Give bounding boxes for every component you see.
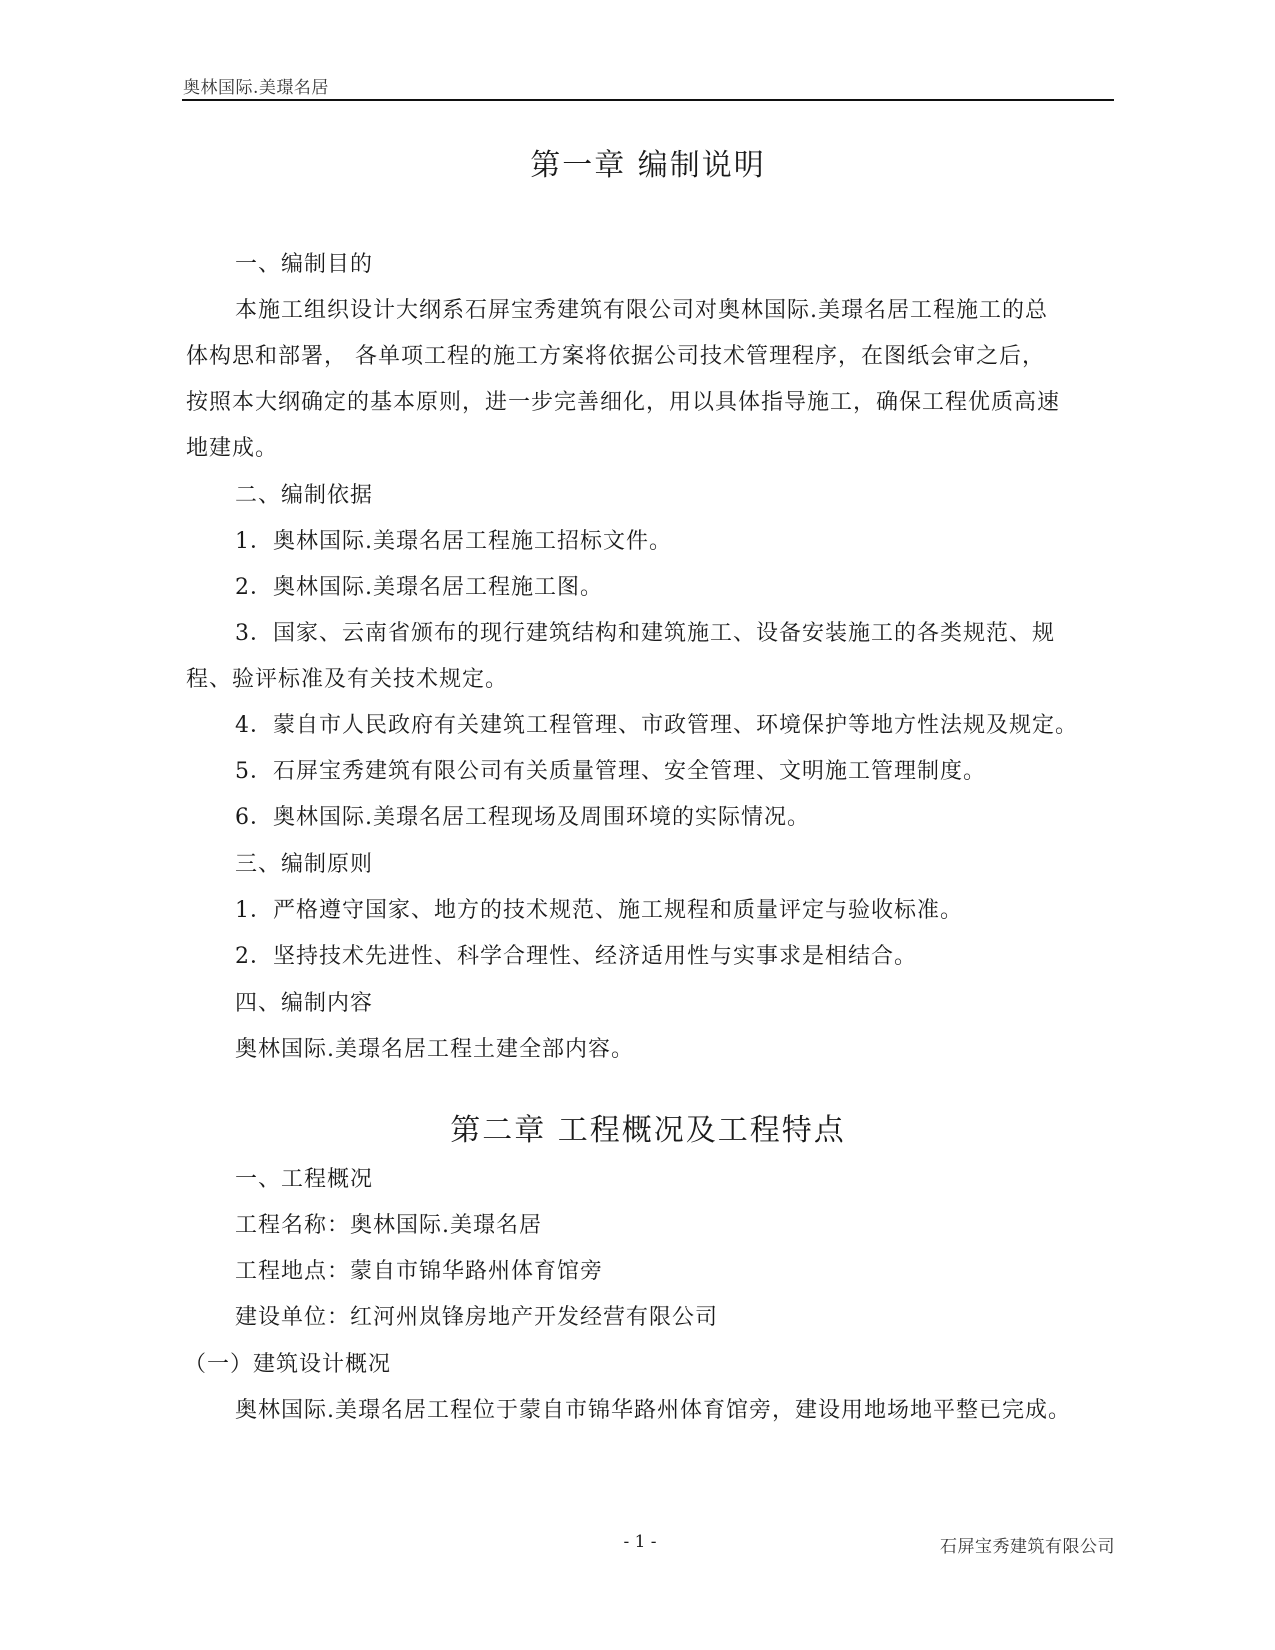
paragraph-line: 奥林国际.美璟名居工程位于蒙自市锦华路州体育馆旁，建设用地场地平整已完成。 [235, 1398, 1071, 1423]
paragraph-line: 地建成。 [186, 436, 279, 461]
chapter-2-title: 第二章 工程概况及工程特点 [450, 1113, 846, 1148]
section-heading-basis: 二、编制依据 [235, 483, 374, 508]
section-heading-principles: 三、编制原则 [235, 852, 374, 877]
list-item: 1．严格遵守国家、地方的技术规范、施工规程和质量评定与验收标准。 [235, 898, 963, 923]
running-header: 奥林国际.美璟名居 [183, 78, 329, 98]
list-item: 3．国家、云南省颁布的现行建筑结构和建筑施工、设备安装施工的各类规范、规 [235, 621, 1055, 646]
subsection-heading: （一）建筑设计概况 [184, 1352, 392, 1377]
list-item-continuation: 程、验评标准及有关技术规定。 [186, 667, 509, 692]
footer-company: 石屏宝秀建筑有限公司 [940, 1537, 1115, 1557]
paragraph-line: 按照本大纲确定的基本原则，进一步完善细化，用以具体指导施工，确保工程优质高速 [186, 390, 1061, 415]
list-item: 2．奥林国际.美璟名居工程施工图。 [235, 575, 603, 600]
paragraph-line: 本施工组织设计大纲系石屏宝秀建筑有限公司对奥林国际.美璟名居工程施工的总 [235, 298, 1048, 323]
section-heading-overview: 一、工程概况 [235, 1167, 374, 1192]
list-item: 2．坚持技术先进性、科学合理性、经济适用性与实事求是相结合。 [235, 944, 917, 969]
project-developer: 建设单位：红河州岚锋房地产开发经营有限公司 [235, 1305, 719, 1330]
section-heading-purpose: 一、编制目的 [235, 252, 374, 277]
list-item: 1．奥林国际.美璟名居工程施工招标文件。 [235, 529, 672, 554]
paragraph-line: 体构思和部署， 各单项工程的施工方案将依据公司技术管理程序，在图纸会审之后， [186, 344, 1045, 369]
project-location: 工程地点：蒙自市锦华路州体育馆旁 [235, 1259, 604, 1284]
paragraph-line: 奥林国际.美璟名居工程土建全部内容。 [235, 1037, 634, 1062]
list-item: 6．奥林国际.美璟名居工程现场及周围环境的实际情况。 [235, 805, 810, 830]
page-number: - 1 - [623, 1532, 657, 1552]
list-item: 5．石屏宝秀建筑有限公司有关质量管理、安全管理、文明施工管理制度。 [235, 759, 986, 784]
section-heading-content: 四、编制内容 [235, 991, 374, 1016]
list-item: 4．蒙自市人民政府有关建筑工程管理、市政管理、环境保护等地方性法规及规定。 [235, 713, 1078, 738]
project-name: 工程名称：奥林国际.美璟名居 [235, 1213, 542, 1238]
chapter-1-title: 第一章 编制说明 [530, 148, 766, 183]
header-divider [182, 99, 1114, 101]
